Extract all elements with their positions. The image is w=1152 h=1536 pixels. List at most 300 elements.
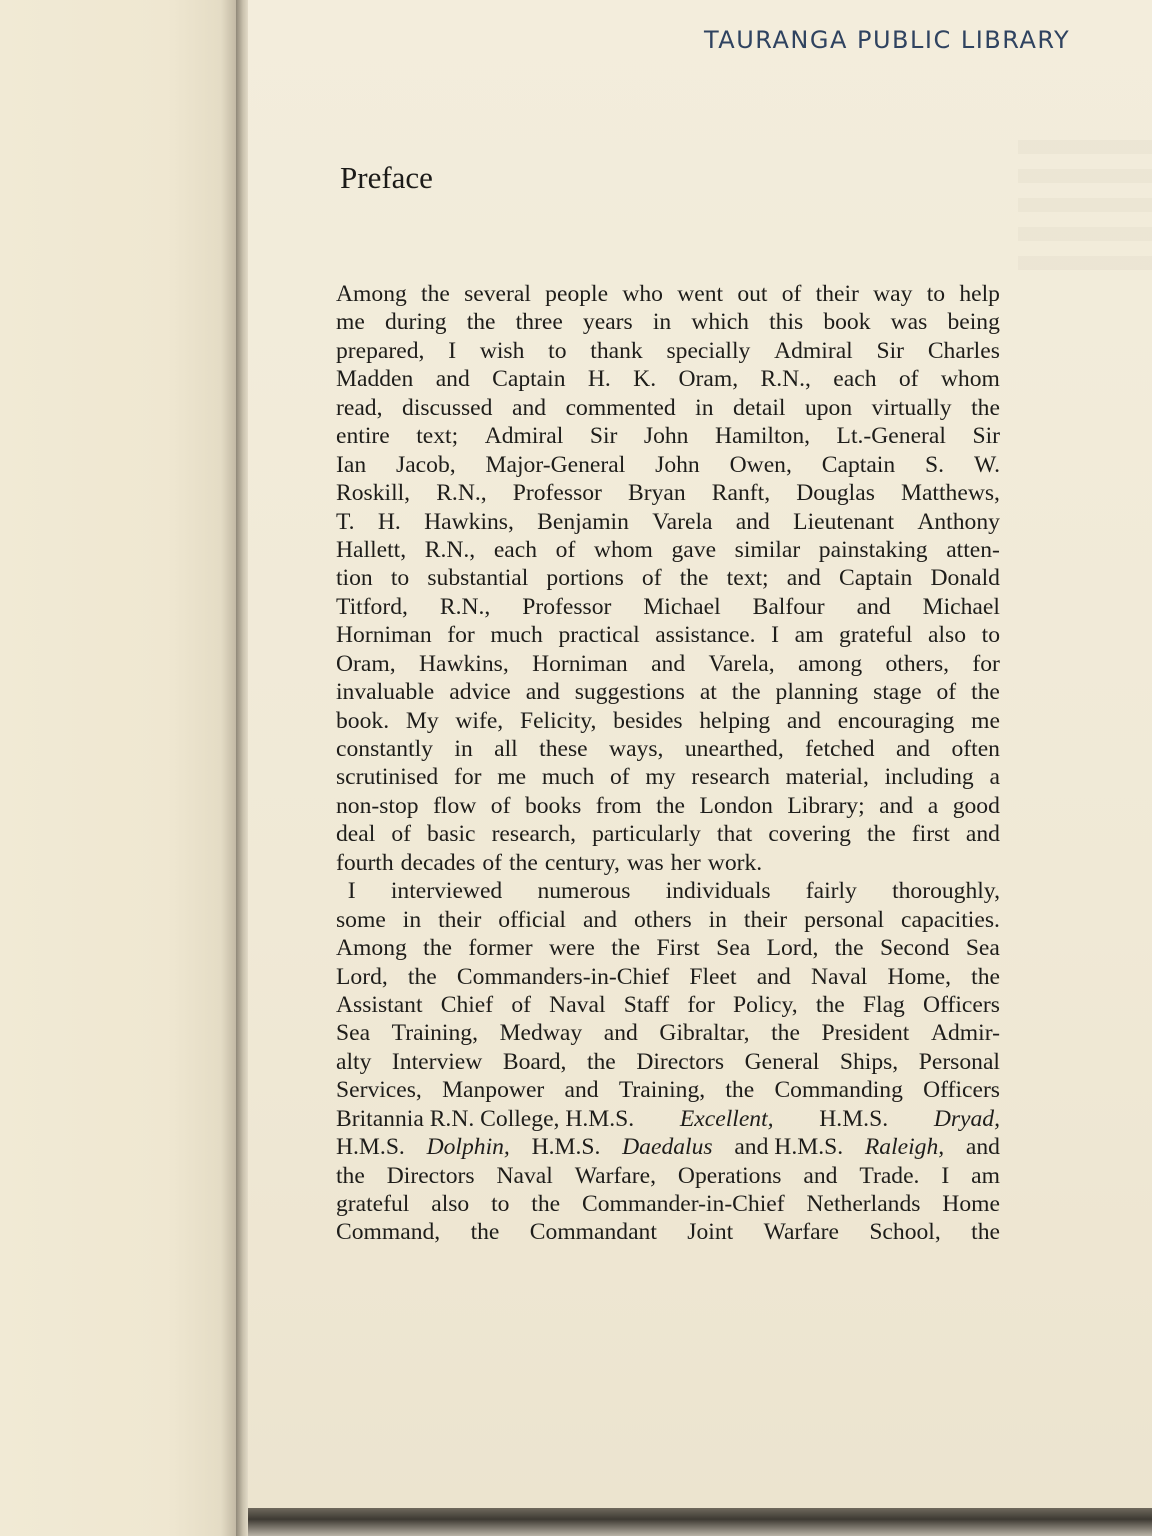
word: Ships, xyxy=(839,1048,899,1075)
word: entire xyxy=(336,423,390,450)
word: basic xyxy=(427,821,476,848)
word: of xyxy=(936,679,957,706)
word: tion xyxy=(336,565,373,592)
word: several xyxy=(464,281,531,307)
word: Sea xyxy=(716,935,751,962)
text-line xyxy=(336,593,1000,621)
paragraph-2-continued xyxy=(336,1162,1000,1247)
word: Ian xyxy=(336,451,367,478)
word: my xyxy=(645,764,676,791)
word: School, xyxy=(869,1219,941,1246)
ship-name: Daedalus xyxy=(622,1134,713,1161)
text-line xyxy=(336,1218,1000,1246)
word: and xyxy=(564,1077,599,1104)
word: me xyxy=(497,764,527,791)
word: the xyxy=(466,309,496,336)
word: Directors xyxy=(636,1048,725,1075)
word: fetched xyxy=(805,736,875,762)
word: and xyxy=(735,508,770,535)
word: others, xyxy=(885,650,950,677)
ship-name: Dolphin, xyxy=(426,1134,510,1161)
word: the xyxy=(586,1048,616,1075)
text-line xyxy=(336,337,1000,365)
word: grateful xyxy=(839,622,913,649)
word: Horniman xyxy=(532,650,628,677)
word: also xyxy=(928,622,967,649)
text-line xyxy=(336,1019,1000,1047)
text-line xyxy=(336,1076,1000,1104)
word: Home, xyxy=(887,963,952,990)
word: three xyxy=(515,309,563,336)
word: Hamilton, xyxy=(715,423,811,450)
word: gave xyxy=(671,536,717,563)
word: I xyxy=(771,622,779,649)
word: Titford, xyxy=(336,593,408,620)
word: Medway xyxy=(499,1020,583,1047)
word: R.N., xyxy=(424,536,476,563)
word: good xyxy=(952,792,1000,819)
word: Douglas xyxy=(796,480,875,507)
word: Gibraltar, xyxy=(659,1020,750,1047)
word: covering xyxy=(768,821,851,848)
word: Sir xyxy=(589,423,618,450)
word: official xyxy=(498,906,566,933)
word: to xyxy=(926,281,946,307)
text-line xyxy=(336,934,1000,962)
word: Trade. xyxy=(859,1162,920,1189)
text-line xyxy=(336,1190,1000,1218)
word: deal xyxy=(336,821,376,848)
word: in xyxy=(708,906,727,933)
word: help xyxy=(959,281,1000,307)
text-line-italic-1 xyxy=(336,1105,1000,1133)
word: stage xyxy=(873,679,922,706)
word: Lord, xyxy=(336,963,388,990)
word: the xyxy=(421,281,450,307)
word: Home xyxy=(942,1191,1000,1217)
text-line xyxy=(336,763,1000,791)
word: of xyxy=(490,792,511,819)
word: Policy, xyxy=(733,991,798,1018)
word: and xyxy=(651,650,686,677)
word: all xyxy=(494,736,518,762)
word: invaluable xyxy=(336,679,435,706)
text-line xyxy=(336,422,1000,450)
word: K. xyxy=(633,366,657,393)
word: the xyxy=(971,679,1000,706)
word: the xyxy=(971,394,1000,421)
word: H. xyxy=(377,508,401,535)
word: Jacob, xyxy=(396,451,456,478)
word: and xyxy=(435,366,470,393)
word: commented xyxy=(565,394,676,421)
word: Naval xyxy=(496,1162,553,1189)
word: people xyxy=(545,281,609,307)
word: Oram, xyxy=(678,366,739,393)
word: interviewed xyxy=(390,878,503,905)
word: Matthews, xyxy=(900,480,1000,507)
word: fairly xyxy=(805,878,857,905)
text-line xyxy=(336,735,1000,763)
ship-name: Raleigh, xyxy=(864,1134,945,1161)
word: Benjamin xyxy=(537,508,629,535)
word: Assistant xyxy=(336,991,423,1018)
word: Personal xyxy=(918,1048,1000,1075)
word: Sea xyxy=(965,935,1000,962)
word: to xyxy=(981,622,1000,649)
word: the xyxy=(731,679,761,706)
word: First xyxy=(656,935,700,962)
word: Second xyxy=(879,935,950,962)
word: Sir xyxy=(972,423,1000,450)
word: Staff xyxy=(623,991,670,1018)
word: in xyxy=(695,394,714,421)
word: of xyxy=(555,536,576,563)
text-line xyxy=(336,707,1000,735)
word: much xyxy=(541,764,595,791)
word: of xyxy=(482,849,502,876)
word: from xyxy=(595,792,642,819)
word: of xyxy=(641,565,662,592)
paragraph-1 xyxy=(336,280,1000,877)
word: W. xyxy=(973,451,1000,478)
library-stamp: TAURANGA PUBLIC LIBRARY xyxy=(704,26,1071,54)
word: for xyxy=(447,622,475,649)
word: R.N., xyxy=(760,366,811,393)
word: Lt.-General xyxy=(836,423,946,450)
word: Major-General xyxy=(485,451,626,478)
word: and xyxy=(511,394,547,421)
word: century, xyxy=(544,849,620,876)
word: discussed xyxy=(402,394,493,421)
word: and xyxy=(879,792,914,819)
word: including xyxy=(884,764,974,791)
text-line xyxy=(336,280,1000,308)
word: and xyxy=(525,679,560,706)
word: whom xyxy=(593,536,653,563)
text-line xyxy=(336,820,1000,848)
word: individuals xyxy=(665,878,771,905)
word: and xyxy=(896,736,931,762)
word: of xyxy=(610,764,630,791)
word: fourth xyxy=(336,849,394,876)
word: whom xyxy=(940,366,1000,393)
word: the xyxy=(866,821,896,848)
preface-body xyxy=(336,280,1000,1247)
word: Command, xyxy=(336,1219,441,1246)
word: the xyxy=(407,963,437,990)
line-text: H.M.S. xyxy=(531,1134,601,1161)
word: the xyxy=(470,1219,500,1246)
line-text: H.M.S. xyxy=(819,1105,889,1132)
word: research xyxy=(691,764,770,791)
word: was xyxy=(626,849,664,876)
word: London xyxy=(699,792,773,819)
word: Commandant xyxy=(529,1219,657,1246)
word: a xyxy=(989,764,1000,791)
word: Services, xyxy=(336,1077,422,1104)
word: Varela xyxy=(652,508,713,535)
word: to xyxy=(548,337,567,364)
word: to xyxy=(390,565,410,592)
text-line xyxy=(336,963,1000,991)
word: Board, xyxy=(502,1048,567,1075)
word: also xyxy=(431,1191,470,1217)
word: and xyxy=(603,1020,638,1047)
word: the xyxy=(971,963,1000,990)
word: Felicity, xyxy=(519,707,597,734)
word: Charles xyxy=(927,337,1000,364)
line-text: Britannia R.N. College, H.M.S. xyxy=(336,1105,635,1132)
word: Commanding xyxy=(774,1077,903,1104)
word: research, xyxy=(491,821,577,848)
word: Professor xyxy=(512,480,602,507)
word: Interview xyxy=(391,1048,483,1075)
word: for xyxy=(972,650,1000,677)
word: work. xyxy=(707,849,763,876)
word: S. xyxy=(925,451,945,478)
text-line xyxy=(336,678,1000,706)
word: grateful xyxy=(336,1191,410,1217)
word: their xyxy=(438,906,482,933)
text-line xyxy=(336,792,1000,820)
word: Balfour xyxy=(752,593,825,620)
word: John xyxy=(655,451,700,478)
word: Training, xyxy=(618,1077,706,1104)
text-line xyxy=(336,451,1000,479)
word: me xyxy=(971,707,1000,734)
line-text: and H.M.S. xyxy=(734,1134,844,1161)
text-line xyxy=(336,564,1000,592)
word: besides xyxy=(613,707,683,734)
word: out xyxy=(737,281,768,307)
word: the xyxy=(771,1020,800,1047)
word: former xyxy=(468,935,533,962)
text-line xyxy=(336,906,1000,934)
word: capacities. xyxy=(901,906,1000,933)
word: Joint xyxy=(687,1219,734,1246)
word: R.N., xyxy=(436,480,487,507)
word: constantly xyxy=(336,736,433,762)
word: Michael xyxy=(643,593,721,620)
word: read, xyxy=(336,394,383,421)
word: Directors xyxy=(386,1162,475,1189)
word: wish xyxy=(479,337,525,364)
word: among xyxy=(797,650,863,677)
word: some xyxy=(336,906,386,933)
word: President xyxy=(821,1020,910,1047)
word: Oram, xyxy=(336,650,396,677)
word: particularly xyxy=(592,821,701,848)
word: Naval xyxy=(549,991,606,1018)
word: Horniman xyxy=(336,622,432,649)
word: and xyxy=(786,565,821,592)
text-line xyxy=(336,621,1000,649)
word: numerous xyxy=(537,878,631,905)
word: Flag xyxy=(862,991,905,1018)
word: Bryan xyxy=(628,480,686,507)
word: Madden xyxy=(336,366,414,393)
word: Captain xyxy=(838,565,913,592)
word: Commanders-in-Chief xyxy=(456,963,670,990)
word: virtually xyxy=(871,394,952,421)
word: non-stop xyxy=(336,792,419,819)
word: Officers xyxy=(923,991,1000,1018)
word: specially xyxy=(666,337,751,364)
word: Chief xyxy=(440,991,494,1018)
word: wife, xyxy=(455,707,504,734)
word: Lieutenant xyxy=(793,508,895,535)
word: the xyxy=(656,792,685,819)
word: and xyxy=(756,963,791,990)
word: upon xyxy=(804,394,853,421)
word: Officers xyxy=(923,1077,1000,1104)
word: each xyxy=(833,366,877,393)
word: of xyxy=(391,821,411,848)
word: Hawkins, xyxy=(418,650,509,677)
text-line-italic-2 xyxy=(336,1133,1000,1161)
word: me xyxy=(336,309,365,336)
word: being xyxy=(947,309,1000,336)
word: books xyxy=(524,792,582,819)
word: H. xyxy=(587,366,611,393)
word: substantial xyxy=(427,565,529,592)
text-line xyxy=(336,877,1000,905)
word: I xyxy=(941,1162,950,1189)
word: Admiral xyxy=(484,423,564,450)
word: and xyxy=(965,821,1000,848)
page-title: Preface xyxy=(340,160,433,195)
word: the xyxy=(509,849,538,876)
word: prepared, xyxy=(336,337,425,364)
word: and xyxy=(803,1162,838,1189)
word: suggestions xyxy=(574,679,685,706)
ship-name: Excellent, xyxy=(679,1105,774,1132)
word: atten- xyxy=(946,536,1000,563)
word: in xyxy=(454,736,473,762)
word: Varela, xyxy=(708,650,775,677)
text-line xyxy=(336,308,1000,336)
word: Roskill, xyxy=(336,480,411,507)
word: the xyxy=(971,1219,1000,1246)
word: John xyxy=(643,423,689,450)
word: was xyxy=(890,309,928,336)
word: during xyxy=(384,309,447,336)
page-bottom-edge xyxy=(248,1508,1152,1536)
word: alty xyxy=(336,1048,372,1075)
word: Netherlands xyxy=(806,1191,921,1217)
word: the xyxy=(423,935,452,962)
word: detail xyxy=(733,394,786,421)
word: Training, xyxy=(391,1020,478,1047)
text-line xyxy=(336,849,1000,877)
word: the xyxy=(531,1191,561,1217)
word: for xyxy=(453,764,482,791)
word: and xyxy=(582,906,618,933)
text-line xyxy=(336,479,1000,507)
word: her xyxy=(670,849,701,876)
word: Lord, xyxy=(766,935,819,962)
word: personal xyxy=(804,906,885,933)
word: the xyxy=(611,935,641,962)
word: Anthony xyxy=(917,508,1000,535)
word: planning xyxy=(775,679,859,706)
word: who xyxy=(622,281,663,307)
word: Admir- xyxy=(930,1020,1000,1047)
show-through-text xyxy=(1018,140,1152,280)
line-text: H.M.S. xyxy=(336,1134,405,1161)
word: Ranft, xyxy=(711,480,771,507)
word: often xyxy=(951,736,1000,762)
word: and xyxy=(856,593,891,620)
text-line xyxy=(336,394,1000,422)
word: their xyxy=(815,281,859,307)
word: My xyxy=(405,707,439,734)
word: Manpower xyxy=(442,1077,545,1104)
word: years xyxy=(582,309,633,336)
word: R.N., xyxy=(439,593,491,620)
word: helping xyxy=(699,707,771,734)
word: at xyxy=(699,679,717,706)
word: this xyxy=(769,309,804,336)
text-line xyxy=(336,1162,1000,1190)
word: Captain xyxy=(492,366,566,393)
left-page xyxy=(0,0,240,1536)
word: Fleet xyxy=(689,963,737,990)
word: decades xyxy=(400,849,476,876)
word: Owen, xyxy=(729,451,792,478)
word: of xyxy=(898,366,919,393)
word: and xyxy=(786,707,821,734)
line-text: and xyxy=(965,1134,1000,1161)
word: flow xyxy=(433,792,477,819)
word: of xyxy=(781,281,802,307)
word: similar xyxy=(734,536,801,563)
word: Sea xyxy=(336,1020,371,1047)
word: thoroughly, xyxy=(892,878,1000,905)
word: book. xyxy=(336,707,390,734)
word: painstaking xyxy=(818,536,928,563)
word: the xyxy=(834,935,864,962)
word: in xyxy=(402,906,422,933)
text-line xyxy=(336,1048,1000,1076)
word: much xyxy=(490,622,543,649)
word: went xyxy=(677,281,724,307)
word: the xyxy=(336,1162,365,1189)
word: practical xyxy=(558,622,640,649)
word: unearthed, xyxy=(684,736,784,762)
word: in xyxy=(652,309,672,336)
word: Among xyxy=(336,935,407,962)
word: I xyxy=(448,337,457,364)
word: that xyxy=(716,821,753,848)
word: of xyxy=(511,991,531,1018)
word: Admiral xyxy=(774,337,853,364)
word: first xyxy=(911,821,950,848)
word: which xyxy=(691,309,749,336)
text-line xyxy=(336,991,1000,1019)
word: Commander-in-Chief xyxy=(581,1191,785,1217)
word: thank xyxy=(590,337,643,364)
word: their xyxy=(743,906,788,933)
word: T. xyxy=(336,508,355,535)
word: Professor xyxy=(522,593,612,620)
word: way xyxy=(873,281,913,307)
word: each xyxy=(493,536,538,563)
word: a xyxy=(927,792,939,819)
word: Hawkins, xyxy=(424,508,514,535)
word: the xyxy=(725,1077,755,1104)
